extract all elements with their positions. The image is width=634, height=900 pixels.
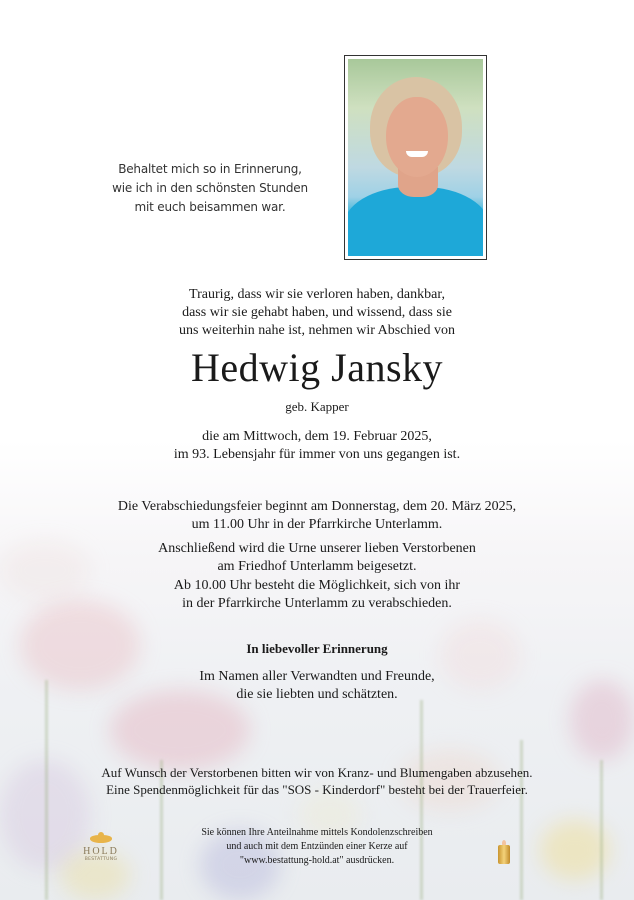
mourners-line: die sie liebten und schätzten.	[236, 687, 398, 702]
condolence-link[interactable]: "www.bestattung-hold.at" ausdrücken.	[239, 855, 395, 866]
deceased-name: Hedwig Jansky	[190, 345, 444, 390]
ceremony-info	[0, 498, 634, 534]
donation-line: Eine Spendenmöglichkeit für das "SOS - Kinderdorf" besteht bei der Trauerfeier.	[106, 782, 528, 797]
burial-line: am Friedhof Unterlamm beigesetzt.	[217, 559, 417, 574]
death-line: die am Mittwoch, dem 19. Februar 2025,	[202, 429, 432, 444]
death-info	[0, 428, 634, 464]
intro-text	[0, 286, 634, 340]
birth-name: geb. Kapper	[285, 399, 349, 414]
intro-line: uns weiterhin nahe ist, nehmen wir Abschied von	[178, 323, 456, 338]
portrait-photo	[348, 59, 483, 256]
logo-subtitle: BESTATTUNG	[84, 857, 118, 862]
farewell-info	[0, 577, 634, 613]
death-line: im 93. Lebensjahr für immer von uns gegangen ist.	[173, 447, 461, 462]
condolence-line: und auch mit dem Entzünden einer Kerze auf	[226, 841, 408, 852]
donation-line: Auf Wunsch der Verstorbenen bitten wir von Kranz- und Blumengaben abzusehen.	[101, 765, 533, 780]
intro-line: dass wir sie gehabt haben, und wissend, dass sie	[182, 305, 452, 320]
farewell-line: Ab 10.00 Uhr besteht die Möglichkeit, sich von ihr	[173, 578, 461, 593]
logo-name: HOLD	[83, 846, 119, 857]
bird-logo-icon	[90, 832, 112, 844]
burial-info	[0, 540, 634, 576]
portrait-frame	[344, 55, 487, 260]
memorial-quote	[100, 160, 320, 217]
intro-line: Traurig, dass wir sie verloren haben, dankbar,	[189, 287, 445, 302]
burial-line: Anschließend wird die Urne unserer lieben Verstorbenen	[158, 541, 476, 556]
ceremony-line: um 11.00 Uhr in der Pfarrkirche Unterlamm.	[191, 517, 443, 532]
candle-icon[interactable]	[498, 840, 510, 864]
mourners-line: Im Namen aller Verwandten und Freunde,	[199, 669, 435, 684]
quote-line: wie ich in den schönsten Stunden	[112, 181, 308, 195]
farewell-line: in der Pfarrkirche Unterlamm zu verabschieden.	[182, 596, 452, 611]
memory-title: In liebevoller Erinnerung	[246, 641, 388, 656]
condolence-line: Sie können Ihre Anteilnahme mittels Kondolenzschreiben	[201, 827, 433, 838]
quote-line: Behaltet mich so in Erinnerung,	[118, 162, 302, 176]
quote-line: mit euch beisammen war.	[134, 200, 286, 214]
funeral-home-logo	[80, 832, 122, 863]
ceremony-line: Die Verabschiedungsfeier beginnt am Donnerstag, dem 20. März 2025,	[117, 499, 517, 514]
mourners-text	[0, 668, 634, 704]
candle-body	[498, 845, 510, 864]
donation-note	[0, 764, 634, 798]
